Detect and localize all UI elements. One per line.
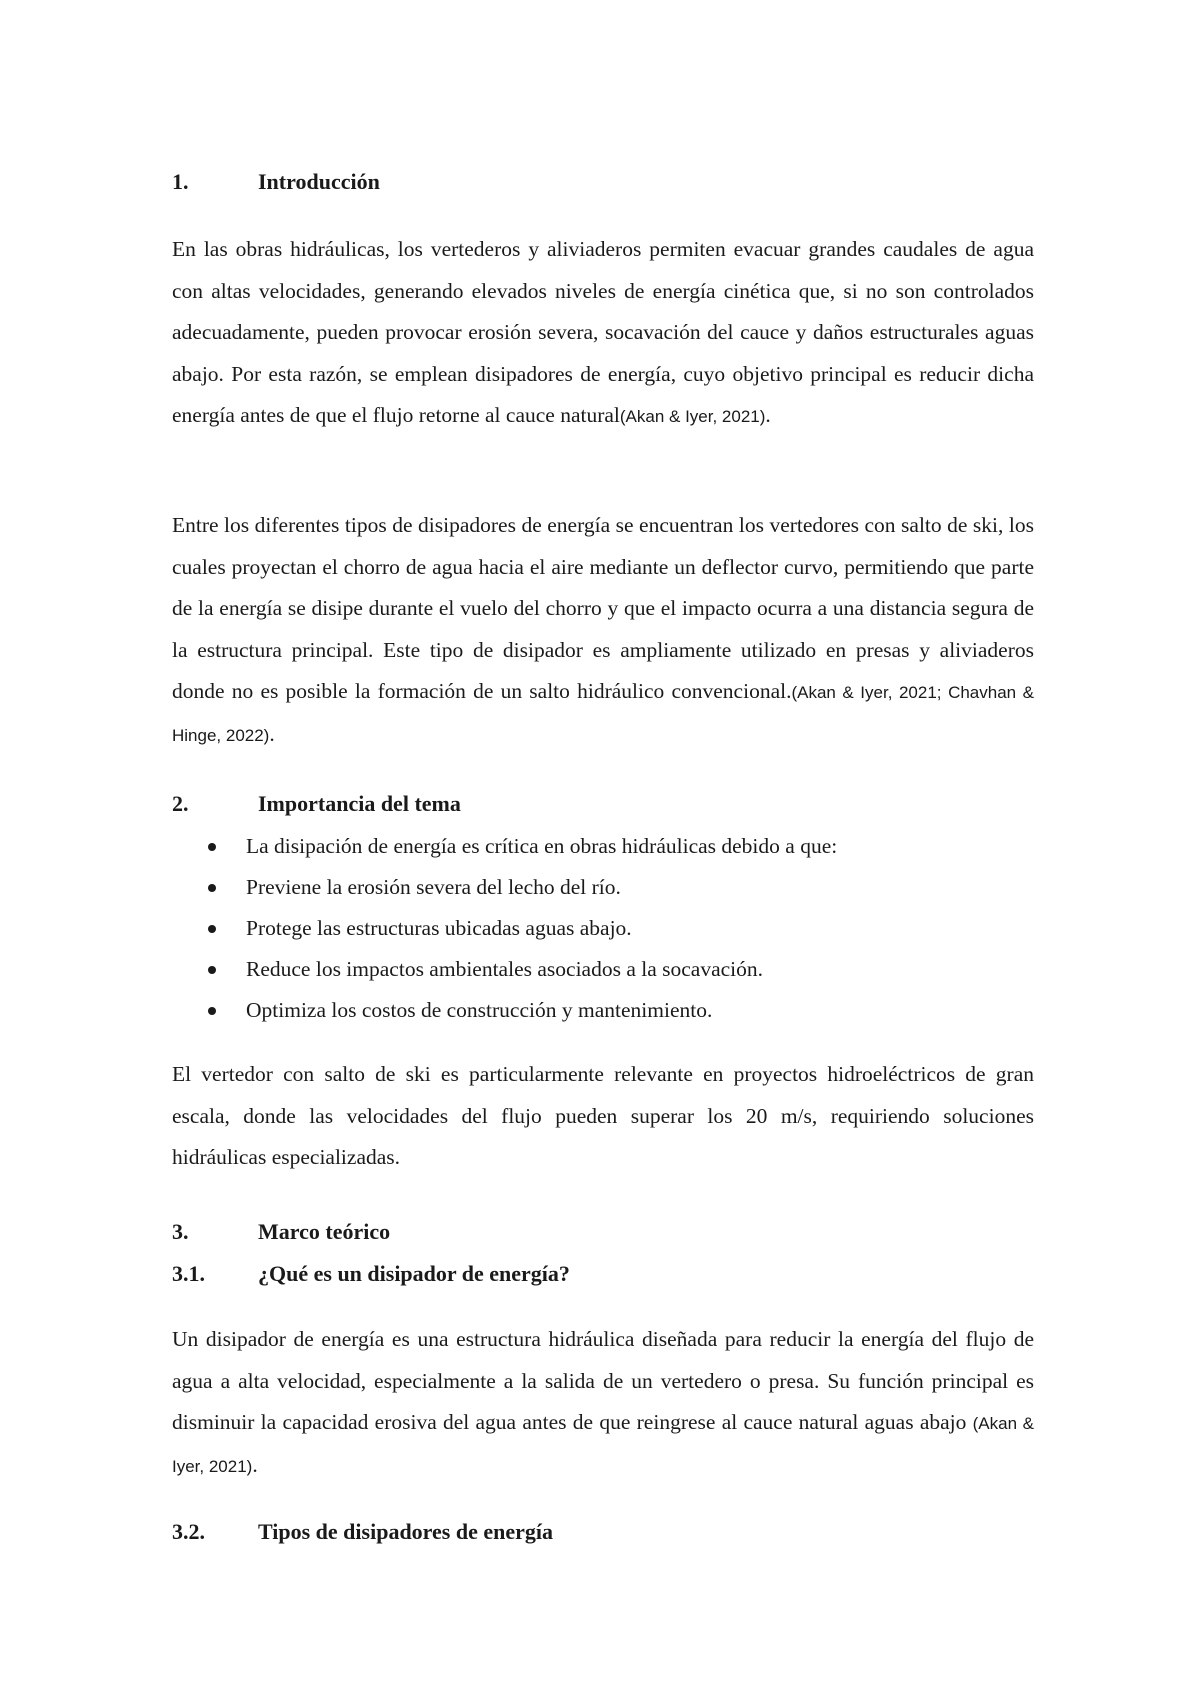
heading-number: 1. [172, 169, 189, 194]
heading-que-es-disipador [172, 1260, 570, 1288]
theory-paragraph [172, 1319, 1034, 1487]
bullet-icon [208, 925, 216, 933]
paragraph-end: . [765, 403, 771, 427]
bullet-icon [208, 1007, 216, 1015]
paragraph-end: . [252, 1452, 258, 1477]
paragraph-text: El vertedor con salto de ski es particularmente relevante en proyectos hidroeléctricos de gran escala, donde las velocidades del flujo pueden superar los 20 m/s, requiriendo soluciones hidráulicas especializadas. [172, 1062, 1034, 1169]
list-item [172, 826, 837, 867]
heading-number: 3.2. [172, 1519, 205, 1544]
heading-introduccion [172, 168, 380, 196]
list-item-text: La disipación de energía es crítica en obras hidráulicas debido a que: [246, 834, 838, 858]
list-item-text: Previene la erosión severa del lecho del río. [246, 875, 621, 899]
intro-paragraph-1 [172, 229, 1034, 438]
heading-importancia [172, 790, 461, 818]
heading-number: 2. [172, 791, 189, 816]
heading-title: Marco teórico [258, 1219, 391, 1244]
bullet-icon [208, 843, 216, 851]
bullet-icon [208, 884, 216, 892]
heading-title: Importancia del tema [258, 791, 461, 816]
list-item [172, 867, 837, 908]
list-item [172, 990, 837, 1031]
heading-number: 3.1. [172, 1261, 205, 1286]
heading-title: Tipos de disipadores de energía [258, 1519, 554, 1544]
importance-bullet-list [172, 826, 837, 1031]
list-item-text: Optimiza los costos de construcción y mantenimiento. [246, 998, 713, 1022]
intro-paragraph-2 [172, 505, 1034, 756]
paragraph-text: En las obras hidráulicas, los vertederos y aliviaderos permiten evacuar grandes caudales de agua con altas velocidades, generando elevados niveles de energía cinética que, si no son controlados adecuadamente, pueden provocar erosión severa, socavación del cauce y daños estructurales aguas abajo. Por esta razón, se emplean disipadores de energía, cuyo objetivo principal es reducir dicha energía antes de que el flujo retorne al cauce natural [172, 237, 1034, 427]
list-item-text: Reduce los impactos ambientales asociados a la socavación. [246, 957, 764, 981]
citation: (Akan & Iyer, 2021) [619, 407, 766, 426]
paragraph-text: Entre los diferentes tipos de disipadores de energía se encuentran los vertedores con salto de ski, los cuales proyectan el chorro de agua hacia el aire mediante un deflector curvo, permitiendo que parte de la energía se disipe durante el vuelo del chorro y que el impacto ocurra a una distancia segura de la estructura principal. Este tipo de disipador es ampliamente utilizado en presas y aliviaderos donde no es posible la formación de un salto hidráulico convencional. [172, 513, 1034, 703]
list-item [172, 908, 837, 949]
heading-title: ¿Qué es un disipador de energía? [258, 1261, 570, 1286]
bullet-icon [208, 966, 216, 974]
heading-marco-teorico [172, 1218, 390, 1246]
citation: (Akan & Iyer, 2021) [172, 1414, 1034, 1476]
list-item-text: Protege las estructuras ubicadas aguas abajo. [246, 916, 632, 940]
importance-paragraph [172, 1054, 1034, 1179]
heading-number: 3. [172, 1219, 189, 1244]
paragraph-text: Un disipador de energía es una estructura hidráulica diseñada para reducir la energía del flujo de agua a alta velocidad, especialmente a la salida de un vertedero o presa. Su función principal es disminuir la capacidad erosiva del agua antes de que reingrese al cauce natural aguas abajo [172, 1327, 1034, 1434]
paragraph-end: . [269, 721, 275, 746]
citation: (Akan & Iyer, 2021; Chavhan & Hinge, 2022) [172, 683, 1035, 745]
list-item [172, 949, 837, 990]
heading-tipos-disipadores [172, 1518, 553, 1546]
heading-title: Introducción [258, 169, 380, 194]
